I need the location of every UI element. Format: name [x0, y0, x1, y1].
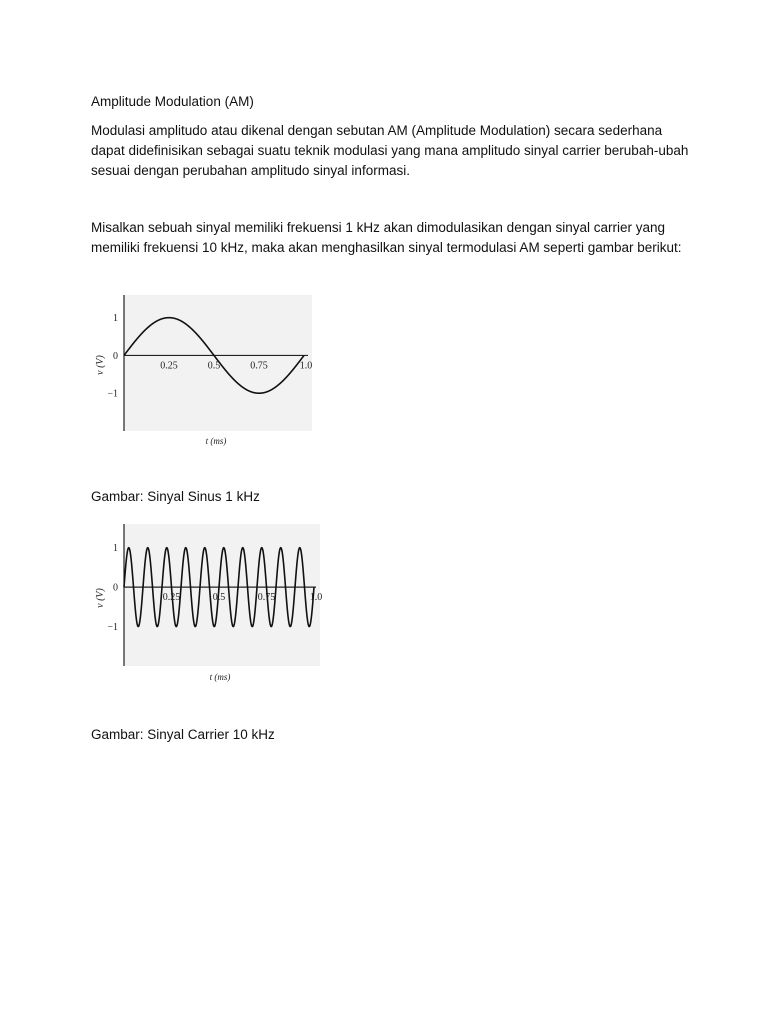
y-axis-label: v (V) — [95, 355, 106, 375]
paragraph-example: Misalkan sebuah sinyal memiliki frekuensi 1 kHz akan dimodulasikan dengan sinyal carrier yang memiliki frekuensi 10 kHz, maka akan menghasilkan sinyal termodulasi AM seperti gambar berikut: — [91, 220, 682, 255]
x-tick-label-0-25: 0.25 — [162, 592, 181, 604]
y-tick-label-1: 1 — [113, 313, 118, 325]
paragraph-definition: Modulasi amplitudo atau dikenal dengan sebutan AM (Amplitude Modulation) secara sederhana dapat didefinisikan sebagai suatu teknik modulasi yang mana amplitudo sinyal carrier berubah-ubah sesuai dengan perubahan amplitudo sinyal informasi. — [91, 123, 689, 178]
y-tick-label-0: 0 — [113, 582, 118, 594]
sine-chart — [92, 291, 316, 449]
x-tick-label-0-5: 0.5 — [207, 360, 221, 372]
y-tick-label-0: 0 — [113, 350, 118, 362]
x-tick-label-0-5: 0.5 — [212, 592, 226, 604]
y-tick-label-neg1: −1 — [107, 622, 118, 634]
y-axis-label: v (V) — [95, 588, 106, 608]
x-tick-label-0-25: 0.25 — [160, 360, 178, 372]
figure-caption-sine: Gambar: Sinyal Sinus 1 kHz — [91, 489, 260, 504]
x-tick-label-0-75: 0.75 — [257, 592, 276, 604]
x-axis-label: t (ms) — [209, 672, 231, 682]
figure-carrier-10khz — [92, 520, 324, 688]
x-tick-label-0-75: 0.75 — [250, 360, 268, 372]
x-axis-label: t (ms) — [205, 436, 227, 446]
figure-sine-1khz — [92, 291, 316, 449]
x-tick-label-1-0: 1.0 — [299, 360, 313, 372]
y-tick-label-neg1: −1 — [107, 388, 118, 400]
carrier-chart — [92, 520, 324, 688]
y-tick-label-1: 1 — [113, 543, 118, 555]
x-tick-label-1-0: 1.0 — [309, 592, 323, 604]
document-title: Amplitude Modulation (AM) — [91, 94, 254, 109]
figure-caption-carrier: Gambar: Sinyal Carrier 10 kHz — [91, 727, 275, 742]
